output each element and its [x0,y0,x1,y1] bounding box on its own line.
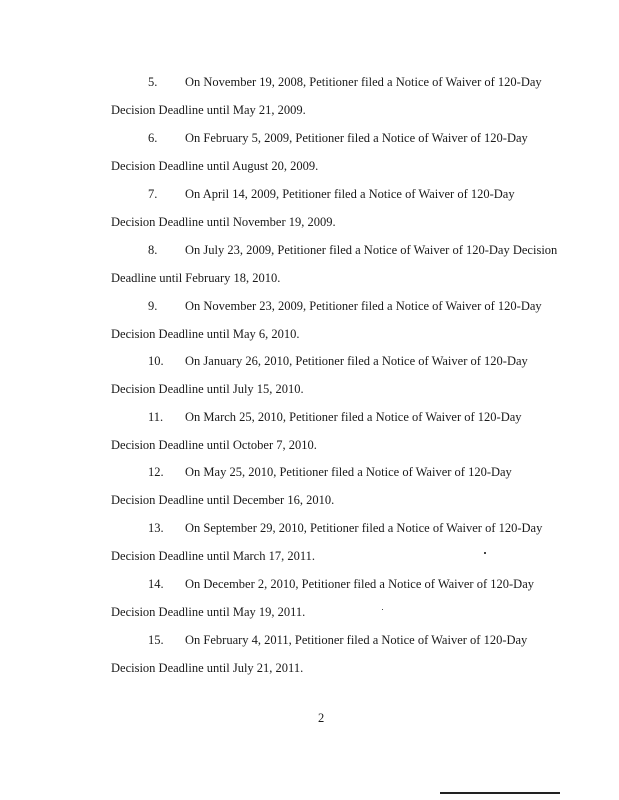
paragraph-text-line-1: On September 29, 2010, Petitioner filed a Notice of Waiver of 120-Day [185,521,543,535]
paragraph-number: 7. [148,187,158,201]
paragraph-text-line-2: Deadline until February 18, 2010. [111,271,281,285]
paragraph-text-line-1: On December 2, 2010, Petitioner filed a Notice of Waiver of 120-Day [185,577,534,591]
paragraph-text-line-2: Decision Deadline until May 6, 2010. [111,327,300,341]
paragraph-number: 15. [148,633,164,647]
paragraph-number: 9. [148,299,158,313]
paragraph-text-line-1: On January 26, 2010, Petitioner filed a Notice of Waiver of 120-Day [185,354,528,368]
paragraph-text-line-1: On March 25, 2010, Petitioner filed a Notice of Waiver of 120-Day [185,410,522,424]
paragraph-number: 5. [148,75,158,89]
paragraph-text-line-2: Decision Deadline until May 19, 2011. [111,605,306,619]
paragraph-number: 10. [148,354,164,368]
scan-edge-mark [440,792,560,794]
paragraph-text-line-1: On February 4, 2011, Petitioner filed a Notice of Waiver of 120-Day [185,633,528,647]
paragraph-text-line-2: Decision Deadline until December 16, 2010. [111,493,335,507]
paragraph-text-line-1: On July 23, 2009, Petitioner filed a Notice of Waiver of 120-Day Decision [185,243,558,257]
paragraph-text-line-1: On November 19, 2008, Petitioner filed a Notice of Waiver of 120-Day [185,75,542,89]
paragraph-text-line-2: Decision Deadline until March 17, 2011. [111,549,316,563]
paragraph-text-line-2: Decision Deadline until October 7, 2010. [111,438,317,452]
page-number: 2 [318,711,325,725]
paragraph-text-line-2: Decision Deadline until July 21, 2011. [111,661,304,675]
paragraph-text-line-1: On April 14, 2009, Petitioner filed a Notice of Waiver of 120-Day [185,187,515,201]
paragraph-text-line-2: Decision Deadline until May 21, 2009. [111,103,306,117]
paragraph-text-line-1: On May 25, 2010, Petitioner filed a Notice of Waiver of 120-Day [185,465,512,479]
paragraph-text-line-1: On February 5, 2009, Petitioner filed a Notice of Waiver of 120-Day [185,131,528,145]
paragraph-number: 11. [148,410,164,424]
paragraph-text-line-2: Decision Deadline until August 20, 2009. [111,159,319,173]
paragraph-text-line-2: Decision Deadline until November 19, 2009. [111,215,336,229]
scan-speck [484,552,486,554]
paragraph-number: 8. [148,243,158,257]
paragraph-number: 6. [148,131,158,145]
paragraph-text-line-1: On November 23, 2009, Petitioner filed a Notice of Waiver of 120-Day [185,299,542,313]
scan-speck [382,609,383,610]
paragraph-number: 13. [148,521,164,535]
paragraph-number: 14. [148,577,164,591]
paragraph-number: 12. [148,465,164,479]
paragraph-text-line-2: Decision Deadline until July 15, 2010. [111,382,304,396]
